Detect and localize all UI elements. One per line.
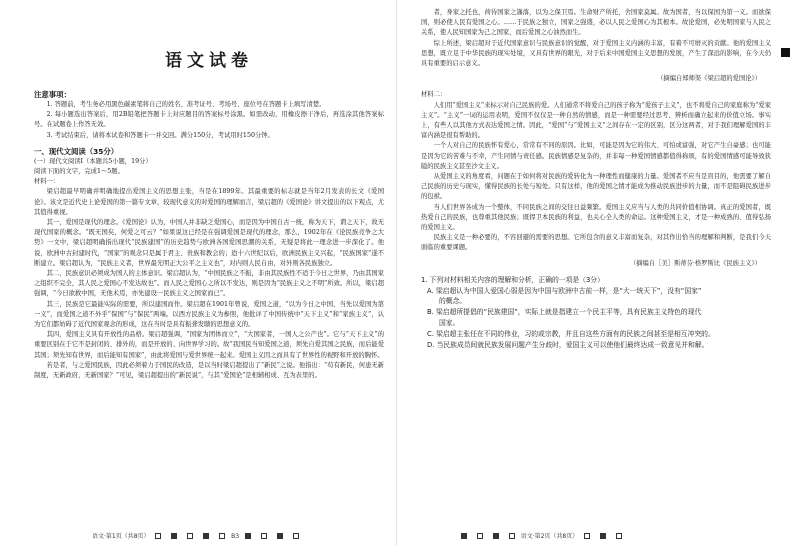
- square-filled-icon: [277, 533, 283, 539]
- option-continuation: 的概念。: [439, 297, 467, 306]
- option-text: 梁启超主张任在不同的伟业，习的或宗教，并且自这些方面有的民族之间甚至是相互冲突的。: [436, 329, 715, 338]
- square-filled-icon: [600, 533, 606, 539]
- square-filled-icon: [245, 533, 251, 539]
- material-label: 材料二：: [421, 91, 447, 99]
- corner-marker-icon: [781, 48, 790, 57]
- option-d: [421, 340, 771, 351]
- square-outline-icon: [509, 533, 515, 539]
- body-paragraph: 当人们世界各成为一个整体，不同民族之间的交往日益频繁。爱国主义应当与人类的共同价值相协调。真正的爱国者，既热爱自己的民族，也尊重其他民族；既捍卫本民族的利益，也关心全人类的命运。这种爱国主义，才是一种成熟的、值得弘扬的爱国主义。: [421, 203, 771, 232]
- body-paragraph: 人们用“爱国主义”来标示对自己民族的爱。人们通常不将爱自己的孩子称为“爱孩子主义”，也不将爱自己的家庭称为“爱家主义”。“主义”一词的运用表明，爱国不仅仅是一种自然的情感，而是一种需要经过思考、辨析而确立起来的价值立场。事实上，有些人以其他方式表达爱国之情。因此，“爱国”与“爱国主义”之间存在一定的区别，区分这两者，对于我们理解爱国的丰富内涵是很有帮助的。: [421, 101, 771, 140]
- square-filled-icon: [461, 533, 467, 539]
- square-filled-icon: [493, 533, 499, 539]
- square-outline-icon: [616, 533, 622, 539]
- page-footer: [457, 531, 626, 540]
- body-paragraph: 从爱国主义的角度看，问题在于如何将对民族的爱转化为一种理性而健康的力量。爱国者不应当是盲目的，他需要了解自己民族的历史与现实，懂得民族的长处与短处。只有这样，他的爱国之情才能成为推动民族进步的力量，而不是阻碍民族进步的包袱。: [421, 173, 771, 201]
- body-paragraph: 一个人对自己的民族怀有爱心，常常有不同的原因。比如，可能是因为它的伟大、可怕或富强，对它产生自豪感；也可能是因为它的苦难与不幸，产生同情与责任感。民族情感是复杂的，并非每一种爱国情感都值得称颂，有的爱国情感可能导致狭隘的民族主义甚至沙文主义。: [421, 142, 771, 170]
- option-b: [421, 307, 771, 329]
- notice-heading: 注意事项：: [34, 90, 71, 99]
- right-column: [421, 8, 771, 350]
- body-paragraph: 其四，爱国主义具有开放性的品格。梁启超强调，“国家为团体而立”，“大国家者，一国人之公产也”。它与“天下主义”的重要区别在于它不是封闭的、排外的，而是开放的、向世界学习的。故“我国民当知爱国之道，须先自爱其国之民族，而后能爱其国；须先知有世界，而后能知有国家”，由此将爱国与爱世界统一起来。爱国主义因之而具有了世界性的视野和开放的胸怀。: [34, 331, 384, 359]
- option-text: 梁启超所提倡的“民族建国”，实际上就是指建立一个民主平等，具有民族主义特色的现代: [436, 308, 702, 317]
- body-paragraph: 梁启超最早明确并明确地提出爱国主义的思想主张，当是在1899年。其最重要的标志就是当年2月发表的长文《爱国论》。该文是近代史上论爱国的第一篇专文章，较现代意义的对爱国的理解而言，梁启超的《爱国论》讲文提出的以下观点，尤其值得重视。: [34, 188, 384, 216]
- option-label: D.: [427, 340, 435, 349]
- option-label: B.: [427, 308, 434, 317]
- option-text: 当民族成员间就民族发展问题产生分歧时，爱国主义可以使他们最终达成一致意见并和解。: [436, 340, 709, 349]
- square-outline-icon: [187, 533, 193, 539]
- square-outline-icon: [477, 533, 483, 539]
- square-outline-icon: [584, 533, 590, 539]
- reading-instruction: 阅读下面的文字，完成1～5题。: [34, 168, 124, 176]
- page-number: 语文·第2页（共8页）: [520, 533, 579, 540]
- notice-item: 2. 每小题选出答案后，用2B铅笔把答题卡上对应题目的答案标号涂黑。如需改动，用橡皮擦干净后，再选涂其他答案标号。在试题卷上作答无效。: [34, 111, 384, 129]
- option-label: C.: [427, 329, 434, 338]
- page-footer: [92, 531, 303, 540]
- body-paragraph: 其一，爱国是现代的理念。《爱国论》认为，中国人并非缺乏爱国心，而是因为中国自古一统，称为天下，谓之天下，故无现代国家的概念。“既无国矣，何爱之可云？”如果说这已经是在强调爱国是现代的理念，那么，1902年在《论民族竞争之大势》一文中，梁启超明确指出现代“民族建国”的历史趋势与欧洲各国爱国思潮的关系，无疑是将此一理念进一步深化了。他说，欧洲中古封建时代，“国家”的观念只是属于君主、贵族和教会的；迨十六世纪以后，欧洲民族主义兴起，“民族国家”遂不断建立。梁启超认为，“民族主义者，世界最光明正大公平之主义也”，对内则人民自由，对外则各民族独立。: [34, 219, 384, 267]
- option-c: [421, 329, 771, 340]
- body-paragraph: 民族主义是一种必要的，不容回避的需要的思想。它所包含的意义丰富而复杂，对其作出恰当的理解和判断，是我们今天面临的重要课题。: [421, 234, 771, 252]
- body-paragraph: 综上所述，梁启超对于近代国家意识与民族意识的觉醒，对于爱国主义内涵的丰富，有着不可磨灭的贡献。他的爱国主义思想，既立足于中华民族的现实处境，又具有世界的眼光，对于后来中国爱国主义思想的发展，产生了深远的影响，在今天仍具有重要的启示意义。: [421, 39, 771, 68]
- body-paragraph: 者，身家之托也，荷待国家之籓落，以为之保卫焉。生命财产所托，舍国家莫属。故为国者，当以保国为第一义。而欲保国，则必使人民有爱国之心。……于民族之独立，国家之强盛，必以人民之爱国心为其根本。故论爱国，必先明国家与人民之关系，使人民知国家为己之国家，而后爱国之心油然而生。: [421, 9, 771, 37]
- square-filled-icon: [171, 533, 177, 539]
- notice-item: 3. 考试结束后，请将本试卷和答题卡一并交回。满分150分，考试用时150分钟。: [46, 131, 274, 139]
- square-outline-icon: [293, 533, 299, 539]
- source-citation: （摘编自郑师渠《梁启超的爱国论》）: [657, 75, 761, 83]
- square-outline-icon: [219, 533, 225, 539]
- page-number: 语文·第1页（共8页）: [92, 533, 150, 540]
- material-label: 材料一：: [34, 178, 60, 186]
- notice-item: 1. 答题前，考生务必用黑色碳素笔将自己的姓名、准考证号、考场号、座位号在答题卡上填写清楚。: [46, 101, 326, 108]
- subsection-heading: (一）现代文阅读Ⅰ（本题共5小题，19分）: [34, 157, 152, 165]
- option-a: [421, 286, 771, 308]
- exam-title: 语文试卷: [165, 51, 253, 71]
- option-label: A.: [427, 286, 434, 295]
- exam-code: B3: [231, 533, 240, 540]
- body-paragraph: 其二，民族意识必须成为国人的主体意识。梁启超认为，“中国民族之不振，非由其民族性不适于今日之世界，乃由其国家之组织不完全，其人民之爱国心不发达故也”。而人民之爱国心之所以不发达，则是因为“民族主义之不明”所致。所以，梁启超强调，“今日欲救中国，无他术焉，亦先建设一民族主义之国家而已”。: [34, 270, 384, 298]
- body-paragraph: 其三，民族是它最能实际的需要，所以建国而作。梁启超在1901年曾说，爱国之道，“以为今日之中国，当先以爱国为第一义”，而爱国之道不外乎“保国”与“保民”两端。以西方民族主义为参照，他批评了中国传统中“天下主义”和“家族主义”，认为它们都妨碍了近代国家观念的形成，这在当时是具有振聋发聩的思想意义的。: [34, 300, 384, 329]
- option-continuation: 国家。: [439, 319, 460, 328]
- square-outline-icon: [261, 533, 267, 539]
- right-page: [397, 0, 794, 546]
- section-heading: 一、现代文阅读（35分）: [34, 146, 119, 156]
- square-outline-icon: [155, 533, 161, 539]
- left-column: [34, 8, 384, 381]
- body-paragraph: 若是者，与之爱国民族，因此必须着力于国民的改造，是以当时梁启超提出了“新民”之说。他指出：“苟有新民，何患无新制度，无新政府，无新国家？”可见，梁启超提出的“新民说”，与其“爱国论”是相辅相成、互为表里的。: [34, 361, 384, 380]
- option-text: 梁启超认为中国人爱国心弱是因为中国与欧洲中古前一样，是“大一统天下”，没有“国家”: [435, 286, 702, 295]
- square-filled-icon: [203, 533, 209, 539]
- question-stem: 1. 下列对材料相关内容的理解和分析，正确的一项是（3分）: [421, 275, 604, 284]
- source-citation: （摘编自［美］斯蒂芬·格罗斯比《民族主义》）: [629, 259, 761, 267]
